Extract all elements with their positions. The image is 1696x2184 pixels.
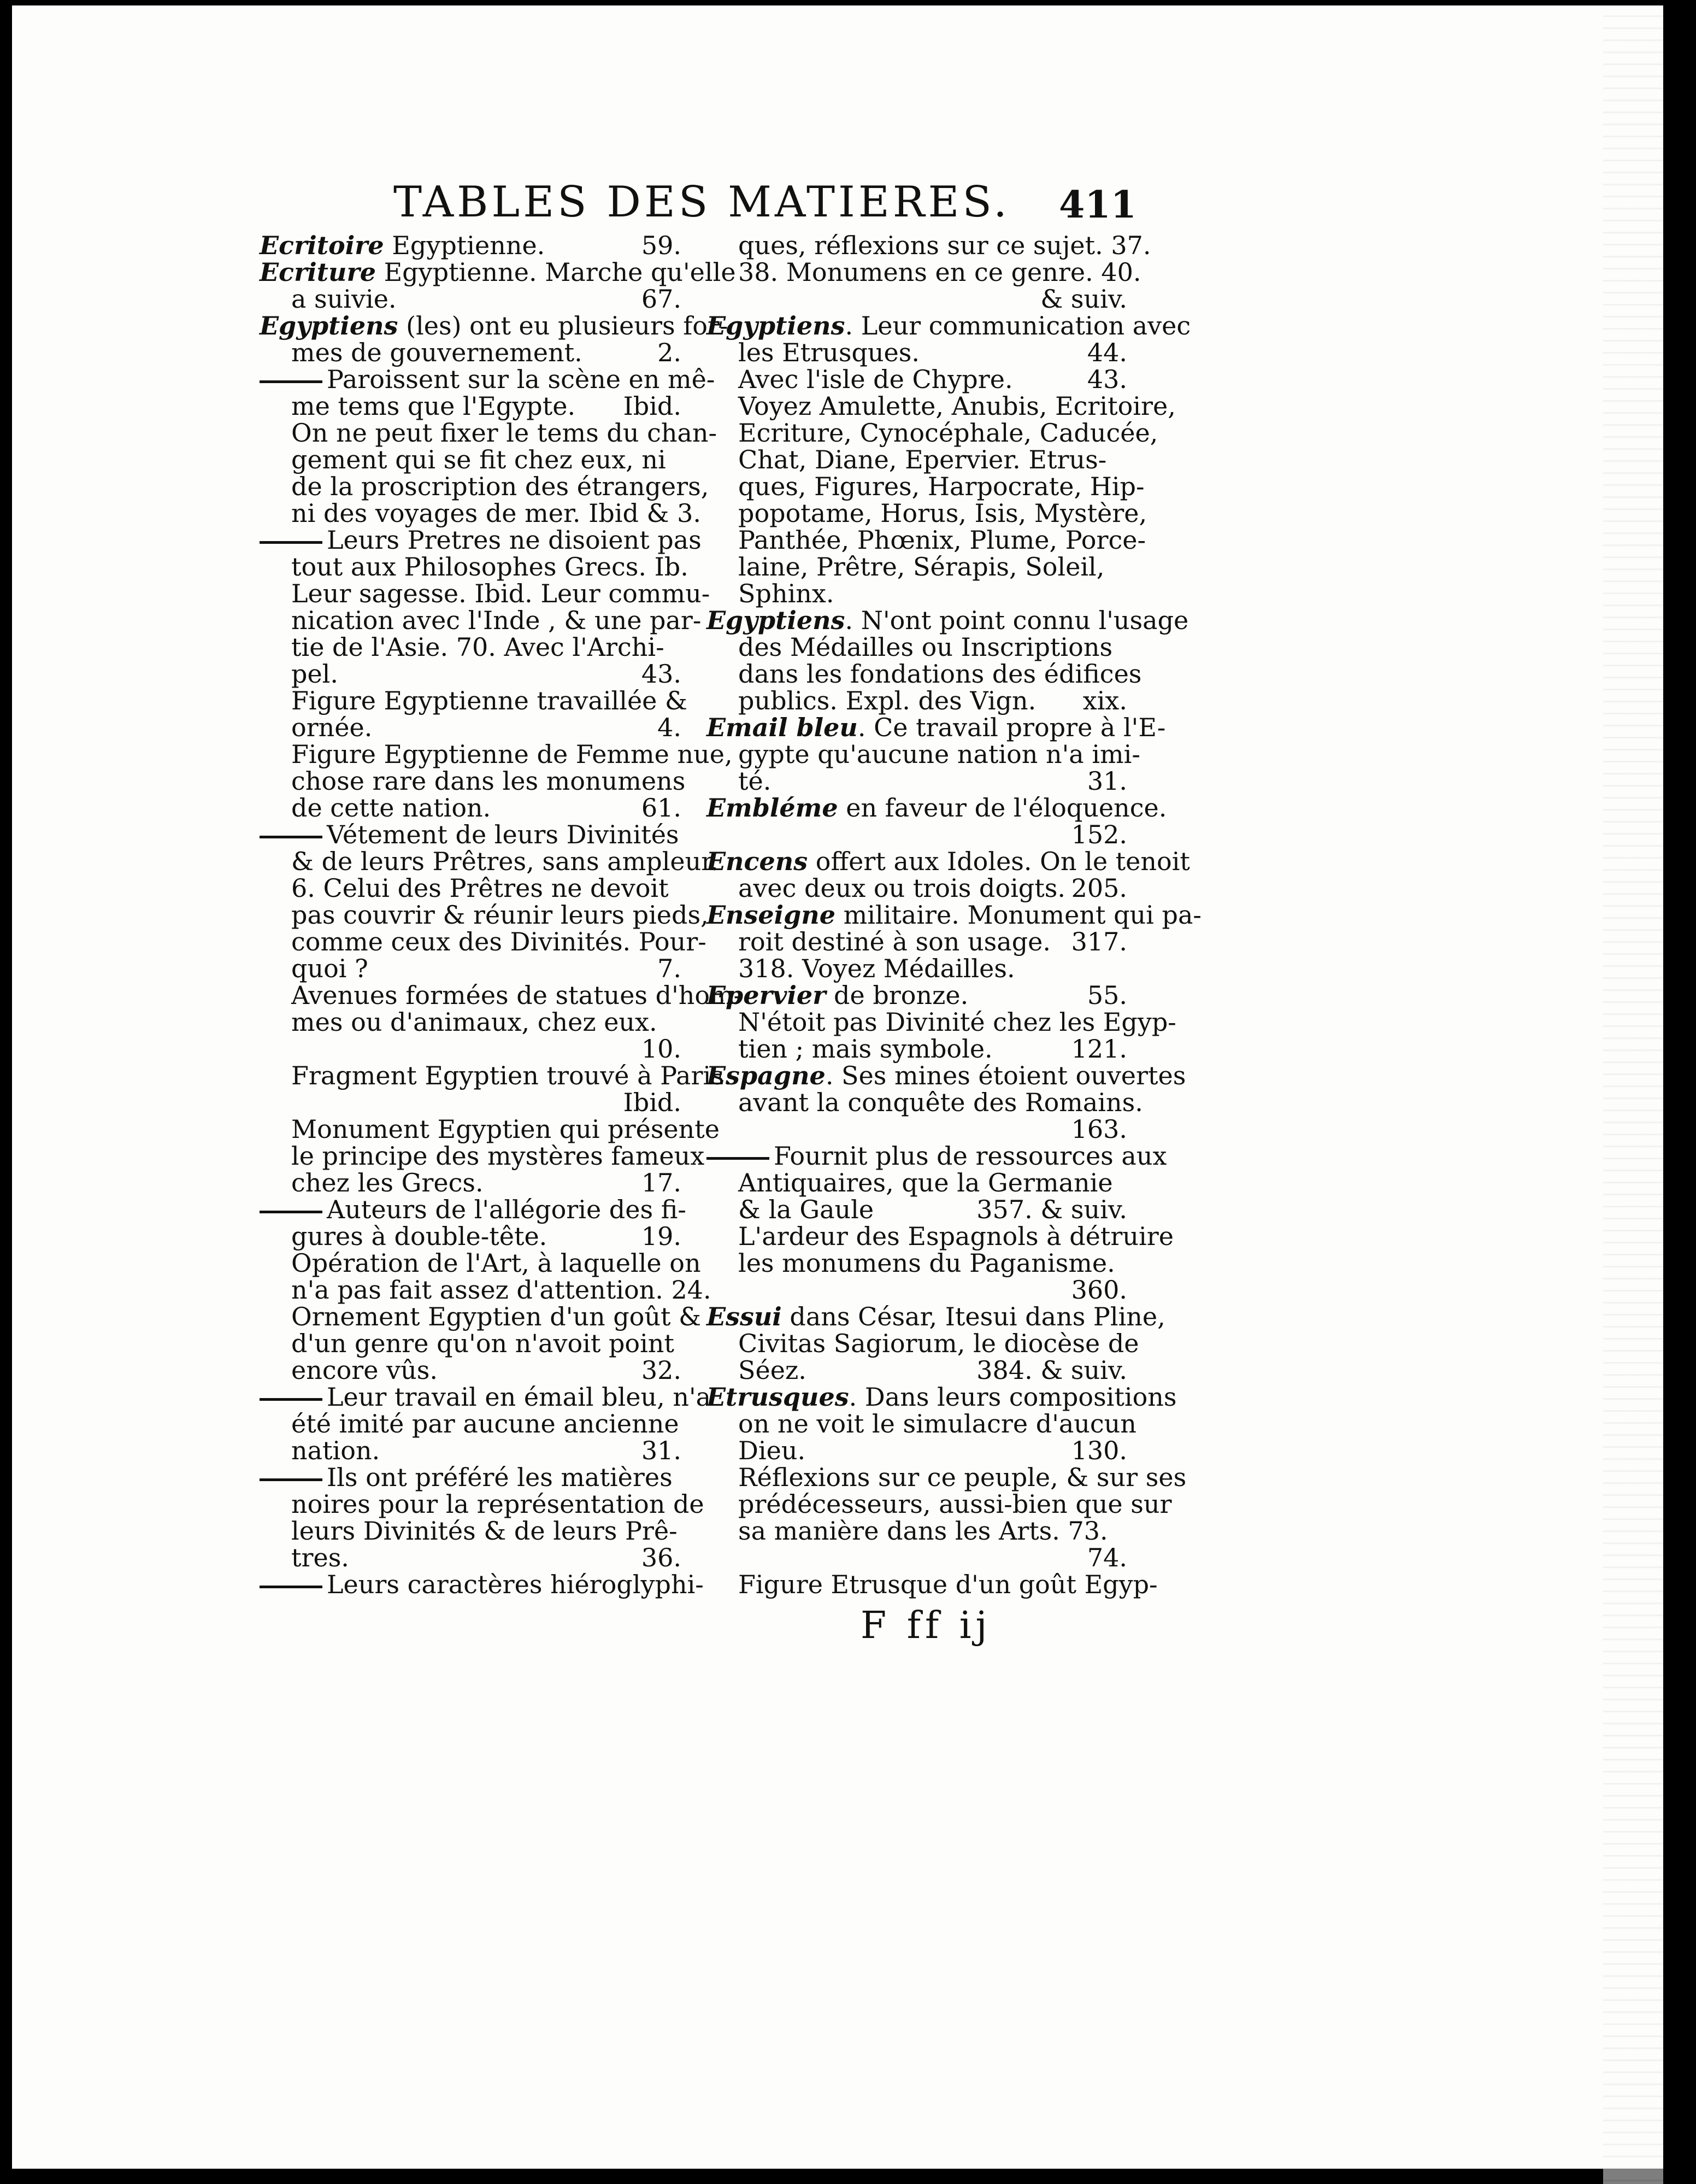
page-reference: 32. <box>641 1355 681 1385</box>
index-entry-text: de cette nation. <box>291 793 491 823</box>
index-line <box>706 713 1166 742</box>
running-title: TABLES DES MATIERES. <box>393 178 1010 227</box>
index-line <box>260 739 733 769</box>
index-line <box>260 1275 711 1305</box>
index-entry-text: Leurs caractères hiéroglyphi- <box>327 1570 704 1599</box>
index-line <box>260 1089 681 1116</box>
index-line <box>260 257 736 287</box>
index-line <box>706 498 1147 528</box>
index-entry-text: mes de gouvernement. <box>291 338 582 367</box>
index-entry-text: Egyptienne. <box>384 231 545 260</box>
index-entry-text: gement qui se fit chez eux, ni <box>291 445 666 474</box>
page-reference: 36. <box>641 1543 681 1572</box>
index-line <box>706 391 1176 421</box>
index-line <box>260 579 710 608</box>
index-entry-text: . N'ont point connu l'usage <box>845 606 1189 635</box>
index-entry-text: Fournit plus de ressources aux <box>774 1141 1167 1171</box>
index-entry-text: nication avec l'Inde , & une par- <box>291 606 702 635</box>
index-entry-text: Sphinx. <box>738 579 834 608</box>
index-line <box>260 847 719 876</box>
index-line <box>260 821 681 848</box>
index-entry-text: gypte qu'aucune nation n'a imi- <box>738 739 1140 769</box>
index-line <box>706 688 1127 714</box>
index-entry-text: Dieu. <box>738 1436 806 1465</box>
index-entry-text: (les) ont eu plusieurs for- <box>398 311 728 340</box>
index-entry-text: pas couvrir & réunir leurs pieds, <box>291 900 709 930</box>
index-line <box>260 795 681 821</box>
index-entry-text: en faveur de l'éloquence. <box>838 793 1167 823</box>
index-entry-text: Figure Egyptienne travaillée & <box>291 686 687 715</box>
index-entry-text: avant la conquête des Romains. <box>738 1088 1143 1117</box>
index-headword: Encens <box>706 847 808 876</box>
page-reference: 121. <box>1071 1034 1127 1064</box>
index-line <box>706 739 1140 769</box>
index-entry-text: Civitas Sagiorum, le diocèse de <box>738 1329 1139 1358</box>
index-entry-text: de la proscription des étrangers, <box>291 472 709 501</box>
index-line <box>706 339 1127 366</box>
index-line <box>706 793 1167 823</box>
index-line <box>260 311 728 340</box>
index-line <box>260 981 743 1010</box>
index-entry-text: té. <box>738 766 772 796</box>
index-line <box>260 1545 681 1571</box>
index-entry-text: publics. Expl. des Vign. <box>738 686 1037 715</box>
index-line <box>260 955 681 982</box>
index-line <box>706 1036 1127 1062</box>
repeat-dash <box>260 380 322 383</box>
index-entry-text: Leur sagesse. Ibid. Leur commu- <box>291 579 710 608</box>
index-entry-text: roit destiné à son usage. <box>738 927 1051 956</box>
index-line <box>260 766 686 796</box>
index-line <box>706 1382 1177 1412</box>
page-reference: Ibid. <box>623 391 681 421</box>
page-reference: & suiv. <box>1040 284 1127 314</box>
index-line <box>706 311 1191 340</box>
page-reference: 360. <box>1071 1275 1127 1305</box>
repeat-dash <box>260 541 322 544</box>
index-entry-text: tres. <box>291 1543 349 1572</box>
page-reference: 55. <box>1087 981 1127 1010</box>
printer-signature: F ff ij <box>861 1604 992 1647</box>
index-line <box>706 929 1127 955</box>
index-line <box>706 525 1146 555</box>
index-column-right <box>706 231 1202 1599</box>
index-line <box>706 1545 1127 1571</box>
index-line <box>706 1463 1187 1492</box>
index-line <box>260 634 681 661</box>
index-entry-text: sa manière dans les Arts. 73. <box>738 1516 1108 1546</box>
index-line <box>706 1250 1127 1277</box>
index-line <box>260 1570 704 1599</box>
index-entry-text: 6. Celui des Prêtres ne devoit <box>291 873 669 903</box>
index-line <box>706 1170 1127 1196</box>
index-line <box>260 552 688 582</box>
index-line <box>706 257 1141 287</box>
index-headword: Ecriture <box>260 257 376 287</box>
index-line <box>260 1411 681 1437</box>
index-entry-text: On ne peut fixer le tems du chan- <box>291 418 717 448</box>
page-reference: 384. & suiv. <box>976 1355 1127 1385</box>
index-line <box>706 1357 1127 1384</box>
index-entry-text: Leurs Pretres ne disoient pas <box>327 525 702 555</box>
index-entry-text: . Leur communication avec <box>845 311 1191 340</box>
index-entry-text: . Ses mines étoient ouvertes <box>825 1061 1186 1090</box>
repeat-dash <box>260 1586 322 1588</box>
page-reference: 205. <box>1071 873 1127 903</box>
index-headword: Epervier <box>706 981 826 1010</box>
index-entry-text: Paroissent sur la scène en mê- <box>327 365 715 394</box>
index-entry-text: ni des voyages de mer. Ibid & 3. <box>291 498 702 528</box>
index-headword: Email bleu <box>706 713 858 742</box>
index-entry-text: Voyez Amulette, Anubis, Ecritoire, <box>738 391 1176 421</box>
index-line <box>260 606 702 635</box>
index-entry-text: Opération de l'Art, à laquelle on <box>291 1248 701 1278</box>
index-line <box>260 661 681 688</box>
index-entry-text: 318. Voyez Médailles. <box>738 954 1015 983</box>
page-reference: 317. <box>1071 927 1127 956</box>
index-entry-text: Ils ont préféré les matières <box>327 1463 673 1492</box>
index-entry-text: Egyptienne. Marche qu'elle <box>375 257 736 287</box>
index-entry-text: Monument Egyptien qui présente <box>291 1114 720 1144</box>
index-line <box>706 1409 1136 1439</box>
index-entry-text: militaire. Monument qui pa- <box>835 900 1202 930</box>
index-entry-text: Ecriture, Cynocéphale, Caducée, <box>738 418 1158 448</box>
index-entry-text: chez les Grecs. <box>291 1168 484 1197</box>
index-line <box>260 365 715 394</box>
index-entry-text: 38. Monumens en ce genre. 40. <box>738 257 1141 287</box>
index-line <box>260 1518 681 1545</box>
index-entry-text: de bronze. <box>826 981 969 1010</box>
index-line <box>706 1329 1139 1358</box>
index-line <box>260 1195 686 1224</box>
index-entry-text: prédécesseurs, aussi-bien que sur <box>738 1489 1172 1519</box>
page-reference: 130. <box>1071 1436 1127 1465</box>
index-line <box>260 927 706 956</box>
scan-left-edge <box>0 0 12 2179</box>
index-line <box>706 1570 1158 1599</box>
index-entry-text: d'un genre qu'on n'avoit point <box>291 1329 674 1358</box>
index-line <box>706 634 1127 661</box>
index-entry-text: Séez. <box>738 1355 806 1385</box>
index-line <box>706 1489 1172 1519</box>
page-reference: xix. <box>1082 686 1127 715</box>
index-entry-text: été imité par aucune ancienne <box>291 1409 679 1439</box>
page-reference: 44. <box>1087 338 1127 367</box>
index-line <box>706 659 1142 689</box>
index-line <box>260 1061 732 1090</box>
index-entry-text: offert aux Idoles. On le tenoit <box>808 847 1190 876</box>
index-line <box>706 472 1145 501</box>
page-reference: 2. <box>657 338 681 367</box>
index-entry-text: L'ardeur des Espagnols à détruire <box>738 1222 1174 1251</box>
index-entry-text: on ne voit le simulacre d'aucun <box>738 1409 1136 1439</box>
repeat-dash <box>260 1478 322 1481</box>
index-line <box>706 1007 1176 1037</box>
page-reference: 43. <box>1087 365 1127 394</box>
index-entry-text: ques, réflexions sur ce sujet. 37. <box>738 231 1151 260</box>
index-entry-text: Panthée, Phœnix, Plume, Porce- <box>738 525 1146 555</box>
index-entry-text: & de leurs Prêtres, sans ampleur. <box>291 847 719 876</box>
index-line <box>706 821 1127 848</box>
index-column-left <box>260 231 743 1599</box>
index-line <box>260 232 681 259</box>
index-entry-text: tien ; mais symbole. <box>738 1034 993 1064</box>
index-headword: Essui <box>706 1302 782 1331</box>
index-line <box>260 1114 720 1144</box>
index-entry-text: Auteurs de l'allégorie des fi- <box>327 1195 686 1224</box>
index-line <box>260 447 681 473</box>
page-reference: 17. <box>641 1168 681 1197</box>
repeat-dash <box>260 836 322 838</box>
page-reference: 152. <box>1071 820 1127 849</box>
page-reference: 74. <box>1087 1543 1127 1572</box>
index-headword: Enseigne <box>706 900 836 930</box>
index-line <box>260 686 687 715</box>
index-line <box>706 768 1127 795</box>
page-reference: 19. <box>641 1222 681 1251</box>
repeat-dash <box>260 1398 322 1401</box>
index-entry-text: Figure Etrusque d'un goût Egyp- <box>738 1570 1158 1599</box>
index-line <box>706 231 1151 260</box>
index-line <box>706 606 1189 635</box>
index-line <box>260 1302 702 1331</box>
index-entry-text: encore vûs. <box>291 1355 438 1385</box>
page-reference: Ibid. <box>623 1088 681 1117</box>
index-entry-text: popotame, Horus, Isis, Mystère, <box>738 498 1147 528</box>
index-entry-text: Avenues formées de statues d'hom- <box>291 981 743 1010</box>
index-line <box>706 955 1127 982</box>
index-entry-text: ques, Figures, Harpocrate, Hip- <box>738 472 1145 501</box>
index-line <box>260 875 681 902</box>
index-line <box>706 418 1158 448</box>
index-entry-text: les monumens du Paganisme. <box>738 1248 1115 1278</box>
index-line <box>260 472 709 501</box>
index-line <box>260 1437 681 1464</box>
index-line <box>706 447 1127 473</box>
index-entry-text: chose rare dans les monumens <box>291 766 686 796</box>
index-entry-text: gures à double-tête. <box>291 1222 547 1251</box>
index-entry-text: avec deux ou trois doigts. <box>738 873 1065 903</box>
index-headword: Egyptiens <box>706 606 845 635</box>
index-entry-text: Figure Egyptienne de Femme nue, <box>291 739 733 769</box>
repeat-dash <box>260 1211 322 1213</box>
index-line <box>260 1170 681 1196</box>
page-reference: 61. <box>641 793 681 823</box>
index-line <box>706 1088 1143 1117</box>
index-line <box>260 418 717 448</box>
index-line <box>260 1330 681 1357</box>
index-line <box>706 1437 1127 1464</box>
index-line <box>706 1302 1165 1331</box>
repeat-dash <box>706 1157 769 1160</box>
index-entry-text: les Etrusques. <box>738 338 920 367</box>
index-line <box>706 1116 1127 1143</box>
index-line <box>706 1518 1127 1545</box>
index-entry-text: N'étoit pas Divinité chez les Egyp- <box>738 1007 1176 1037</box>
index-entry-text: Avec l'isle de Chypre. <box>738 365 1013 394</box>
index-line <box>260 1489 704 1519</box>
index-headword: Egyptiens <box>706 311 845 340</box>
index-line <box>706 1222 1174 1251</box>
index-line <box>706 900 1202 930</box>
index-headword: Ecritoire <box>260 231 384 260</box>
index-entry-text: Leur travail en émail bleu, n'a <box>327 1382 711 1412</box>
index-line <box>260 498 702 528</box>
index-entry-text: a suivie. <box>291 284 397 314</box>
page-reference: 67. <box>641 284 681 314</box>
index-headword: Etrusques <box>706 1382 849 1412</box>
index-line <box>260 286 681 313</box>
index-line <box>260 900 709 930</box>
index-line <box>260 1223 681 1250</box>
index-entry-text: leurs Divinités & de leurs Prê- <box>291 1516 678 1546</box>
page-reference: 163. <box>1071 1114 1127 1144</box>
index-line <box>260 1357 681 1384</box>
page-number: 411 <box>1059 183 1136 227</box>
index-line <box>260 1464 681 1491</box>
index-entry-text: Ornement Egyptien d'un goût & <box>291 1302 702 1331</box>
index-line <box>706 982 1127 1009</box>
index-line <box>260 393 681 420</box>
index-entry-text: . Dans leurs compositions <box>849 1382 1177 1412</box>
index-entry-text: tie de l'Asie. 70. Avec l'Archi- <box>291 632 664 662</box>
index-line <box>260 1036 681 1062</box>
index-headword: Espagne <box>706 1061 826 1090</box>
index-line <box>706 1277 1127 1304</box>
page-reference: 43. <box>641 659 681 689</box>
page-reference: 7. <box>657 954 681 983</box>
index-entry-text: des Médailles ou Inscriptions <box>738 632 1113 662</box>
index-line <box>260 525 702 555</box>
page-reference: 31. <box>1087 766 1127 796</box>
index-entry-text: dans les fondations des édifices <box>738 659 1142 689</box>
index-entry-text: Antiquaires, que la Germanie <box>738 1168 1113 1197</box>
index-entry-text: quoi ? <box>291 954 368 983</box>
index-entry-text: comme ceux des Divinités. Pour- <box>291 927 706 956</box>
page-reference: 10. <box>641 1034 681 1064</box>
page-reference: 4. <box>657 713 681 742</box>
index-entry-text: le principe des mystères fameux <box>291 1141 705 1171</box>
index-line <box>706 1061 1186 1090</box>
index-line <box>706 875 1127 902</box>
index-line <box>706 1141 1167 1171</box>
index-line <box>706 366 1127 393</box>
index-entry-text: me tems que l'Egypte. <box>291 391 576 421</box>
index-entry-text: Chat, Diane, Epervier. Etrus- <box>738 445 1107 474</box>
index-entry-text: Fragment Egyptien trouvé à Paris. <box>291 1061 732 1090</box>
index-entry-text: Vétement de leurs Divinités <box>327 820 679 849</box>
page-reference: 59. <box>641 231 681 260</box>
index-line <box>706 580 1127 607</box>
index-line <box>706 286 1127 313</box>
index-line <box>260 1009 681 1036</box>
index-entry-text: laine, Prêtre, Sérapis, Soleil, <box>738 552 1105 582</box>
page-reference: 357. & suiv. <box>976 1195 1127 1224</box>
index-line <box>260 1382 711 1412</box>
index-line <box>260 1248 701 1278</box>
page-reference: 31. <box>641 1436 681 1465</box>
index-line <box>260 714 681 741</box>
index-entry-text: dans César, Itesui dans Pline, <box>781 1302 1165 1331</box>
index-line <box>260 339 681 366</box>
index-entry-text: mes ou d'animaux, chez eux. <box>291 1007 657 1037</box>
index-line <box>260 1141 705 1171</box>
index-entry-text: noires pour la représentation de <box>291 1489 704 1519</box>
index-entry-text: nation. <box>291 1436 380 1465</box>
index-entry-text: n'a pas fait assez d'attention. 24. <box>291 1275 711 1305</box>
index-entry-text: pel. <box>291 659 339 689</box>
index-entry-text: & la Gaule <box>738 1195 874 1224</box>
index-entry-text: Réflexions sur ce peuple, & sur ses <box>738 1463 1187 1492</box>
scan-right-edge-noise <box>1603 5 1663 2184</box>
index-headword: Embléme <box>706 793 838 823</box>
index-line <box>706 1196 1127 1223</box>
index-entry-text: tout aux Philosophes Grecs. Ib. <box>291 552 688 582</box>
index-entry-text: . Ce travail propre à l'E- <box>857 713 1166 742</box>
index-line <box>706 847 1190 876</box>
index-headword: Egyptiens <box>260 311 398 340</box>
index-entry-text: ornée. <box>291 713 373 742</box>
index-line <box>706 554 1127 580</box>
